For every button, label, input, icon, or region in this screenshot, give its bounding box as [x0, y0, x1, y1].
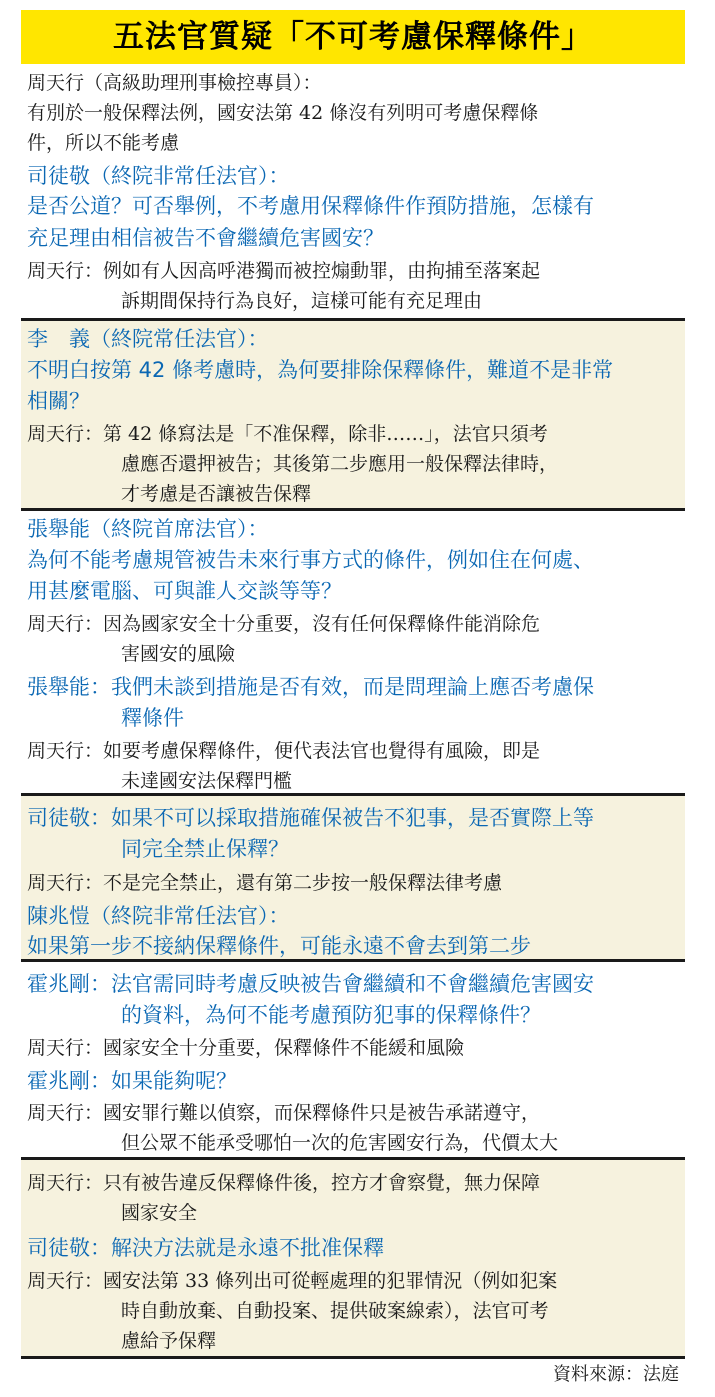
answer-line	[27, 256, 679, 283]
speaker-label: 周天行：	[27, 260, 104, 282]
answer-text: 不是完全禁止，還有第二步按一般保釋法律考慮	[103, 872, 503, 894]
question-text: 如果第一步不接納保釋條件，可能永遠不會去到第二步	[27, 934, 531, 958]
answer-text: 只有被告違反保釋條件後，控方才會察覺，無力保障	[103, 1172, 541, 1194]
question-text: 用甚麼電腦、可與誰人交談等等？	[27, 579, 342, 603]
dialogue-block-6	[21, 1160, 685, 1356]
question-text: 不明白按第 42 條考慮時，為何要排除保釋條件，難道不是非常	[27, 358, 614, 382]
answer-text: 第 42 條寫法是「不准保釋，除非……」，法官只須考	[103, 423, 548, 445]
question-text: 為何不能考慮規管被告未來行事方式的條件，例如住在何處、	[27, 548, 594, 572]
question-text: 釋條件	[121, 706, 184, 730]
dialogue-block-2	[21, 321, 685, 508]
answer-text: 有別於一般保釋法例，國安法第 42 條沒有列明可考慮保釋條	[27, 102, 539, 124]
dialogue-block-4	[21, 796, 685, 959]
page-title: 五法官質疑「不可考慮保釋條件」	[21, 10, 685, 64]
question-text: 同完全禁止保釋？	[121, 837, 289, 861]
question-text: 相關？	[27, 389, 90, 413]
question-text: 如果不可以採取措施確保被告不犯事，是否實際上等	[111, 806, 594, 830]
speaker-line: 陳兆愷（終院非常任法官）：	[27, 904, 290, 928]
question-line	[27, 968, 679, 998]
answer-text: 因為國家安全十分重要，沒有任何保釋條件能消除危	[103, 613, 541, 635]
speaker-label: 周天行：	[27, 1172, 104, 1194]
answer-line	[27, 419, 679, 446]
answer-text: 國家安全十分重要，保釋條件不能緩和風險	[103, 1037, 465, 1059]
answer-text: 慮應否還押被告；其後第二步應用一般保釋法律時，	[121, 453, 559, 475]
answer-text: 慮給予保釋	[121, 1330, 217, 1352]
answer-text: 件，所以不能考慮	[27, 132, 180, 154]
question-line	[27, 1065, 679, 1095]
speaker-label: 周天行：	[27, 613, 104, 635]
speaker-label: 張舉能：	[27, 675, 111, 699]
answer-line	[27, 1266, 679, 1293]
speaker-label: 周天行：	[27, 1037, 104, 1059]
answer-text: 國家安全	[121, 1202, 198, 1224]
answer-text: 國安法第 33 條列出可從輕處理的犯罪情況（例如犯案	[103, 1270, 558, 1292]
speaker-line: 司徒敬（終院非常任法官）：	[27, 164, 290, 188]
answer-line	[27, 1168, 679, 1195]
question-text: 充足理由相信被告不會繼續危害國安？	[27, 226, 384, 250]
question-text: 法官需同時考慮反映被告會繼續和不會繼續危害國安	[111, 972, 594, 996]
speaker-label: 霍兆剛：	[27, 1069, 111, 1093]
answer-line	[27, 1098, 679, 1125]
dialogue-block-5	[21, 962, 685, 1157]
question-line	[27, 671, 679, 701]
answer-line	[27, 868, 679, 895]
speaker-line: 張舉能（終院首席法官）：	[27, 517, 269, 541]
question-text: 我們未談到措施是否有效，而是問理論上應否考慮保	[111, 675, 594, 699]
dialogue-block-3	[21, 511, 685, 793]
question-text: 的資料，為何不能考慮預防犯事的保釋條件？	[121, 1003, 541, 1027]
question-text: 解決方法就是永遠不批准保釋	[111, 1236, 384, 1260]
question-line	[27, 1232, 679, 1262]
answer-text: 例如有人因高呼港獨而被控煽動罪，由拘捕至落案起	[103, 260, 541, 282]
speaker-label: 周天行：	[27, 740, 104, 762]
answer-text: 才考慮是否讓被告保釋	[121, 483, 312, 505]
answer-line	[27, 736, 679, 763]
answer-text: 害國安的風險	[121, 643, 236, 665]
answer-text: 但公眾不能承受哪怕一次的危害國安行為，代價太大	[121, 1132, 559, 1154]
source-credit: 資料來源：法庭	[553, 1364, 679, 1385]
answer-line	[27, 1033, 679, 1060]
answer-text: 訴期間保持行為良好，這樣可能有充足理由	[121, 290, 483, 312]
answer-text: 未達國安法保釋門檻	[121, 770, 293, 792]
divider	[21, 1356, 685, 1359]
speaker-label: 周天行：	[27, 1102, 104, 1124]
speaker-line: 李 義（終院常任法官）：	[27, 327, 269, 351]
dialogue-block-1	[21, 66, 685, 318]
speaker-label: 周天行：	[27, 423, 104, 445]
speaker-label: 司徒敬：	[27, 1236, 111, 1260]
question-line	[27, 802, 679, 832]
speaker-line: 周天行（高級助理刑事檢控專員）：	[27, 72, 322, 94]
answer-text: 如要考慮保釋條件，便代表法官也覺得有風險，即是	[103, 740, 541, 762]
speaker-label: 周天行：	[27, 872, 104, 894]
question-text: 如果能夠呢？	[111, 1069, 237, 1093]
answer-text: 時自動放棄、自動投案、提供破案線索），法官可考	[121, 1300, 549, 1322]
question-text: 是否公道？可否舉例，不考慮用保釋條件作預防措施，怎樣有	[27, 194, 594, 218]
answer-text: 國安罪行難以偵察，而保釋條件只是被告承諾遵守，	[103, 1102, 541, 1124]
speaker-label: 司徒敬：	[27, 806, 111, 830]
speaker-label: 霍兆剛：	[27, 972, 111, 996]
speaker-label: 周天行：	[27, 1270, 104, 1292]
answer-line	[27, 609, 679, 636]
